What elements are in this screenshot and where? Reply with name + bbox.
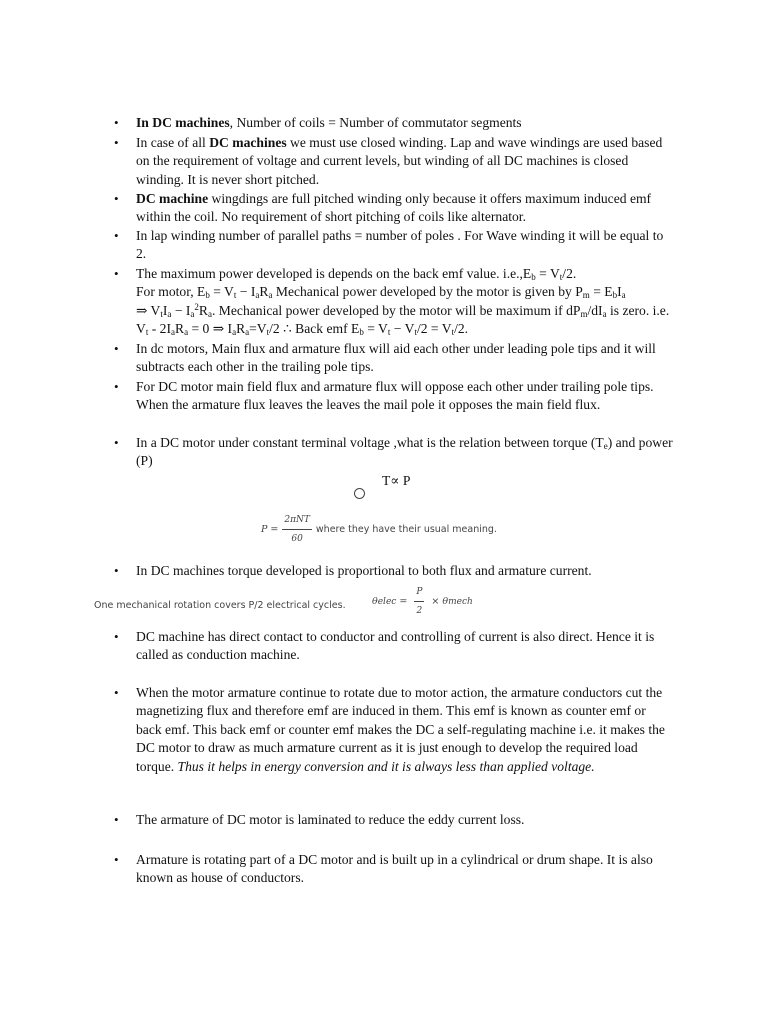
bullet	[114, 434, 128, 452]
fraction: $\frac{P}{2}$	[414, 583, 424, 621]
fraction: $\frac{\text{2πNT}}{60}$	[282, 511, 312, 549]
list-item-back-emf: • When the motor armature continue to rotate due to motor action, the armature conductors cut the magnetizing flux and therefore emf are induced in them. This emf is known as counter emf or back emf. This back emf or counter emf makes the DC a self-regulating machine i.e. it makes the DC motor to draw as much armature current as it is just enough to develop the required load torque. Thus it helps in energy conversion and it is always less than applied voltage.	[114, 684, 674, 776]
bullet	[114, 628, 128, 646]
bullet	[114, 562, 128, 580]
list-item: • The armature of DC motor is laminated to reduce the eddy current loss.	[114, 811, 674, 829]
list-item: • In a DC motor under constant terminal voltage ,what is the relation between torque $(T_e)$ and power (P)	[114, 434, 674, 471]
bullet	[114, 134, 128, 152]
bullet	[114, 851, 128, 869]
list-item: • In DC machines torque developed is proportional to both flux and armature current.	[114, 562, 674, 580]
bullet	[114, 227, 128, 245]
theta-equation: θ elec = $\frac{P}{2}$ × θ mech	[372, 583, 473, 621]
power-formula: P = $\frac{\text{2πNT}}{60}$ where they have their usual meaning.	[261, 511, 497, 549]
bold-term: In DC machines	[136, 115, 230, 130]
list-item: • In lap winding number of parallel paths = number of poles . For Wave winding it will be equal to 2.	[114, 227, 674, 264]
electrical-cycles-caption: One mechanical rotation covers P/2 electrical cycles.	[94, 600, 346, 611]
torque-relation: T∝ P	[382, 473, 411, 488]
list-item: • In DC machines, Number of coils = Number of commutator segments	[114, 114, 674, 132]
bullet	[114, 340, 128, 358]
bullet	[114, 265, 128, 283]
list-item: • In case of all DC machines we must use closed winding. Lap and wave windings are used based on the requirement of voltage and current levels, but winding of all DC machines is closed winding. It is never short pitched.	[114, 134, 674, 189]
list-item-max-power: • The maximum power developed is depends on the back emf value. $i.e.,E_b = V_t/2$. For motor, $E_b = V_t - I_aR_a$ Mechanical power developed by the motor is given by $P_m = E_bI_a$ ⇒ $V_tI_a - I_a^2R_a$. Mechanical power developed by the motor will be maximum if $dP_m/dI_a$ is zero. i.e. $V_t - 2I_aR_a = 0$ ⇒ $I_aR_a=V_t/2$ ∴ Back emf $E_b = V_t - V_t/2 = V_t/2$.	[114, 265, 674, 339]
bullet	[114, 378, 128, 396]
list-item: • For DC motor main field flux and armature flux will oppose each other under trailing pole tips. When the armature flux leaves the leaves the mail pole it opposes the main field flux.	[114, 378, 674, 415]
bullet	[114, 190, 128, 208]
list-item: • DC machine has direct contact to conductor and controlling of current is also direct. Hence it is called as conduction machine.	[114, 628, 674, 665]
bold-term: DC machines	[209, 135, 287, 150]
bold-term: DC machine	[136, 191, 209, 206]
list-item: • Armature is rotating part of a DC motor and is built up in a cylindrical or drum shape. It is also known as house of conductors.	[114, 851, 674, 888]
list-item: • In dc motors, Main flux and armature flux will aid each other under leading pole tips and it will subtracts each other in the trailing pole tips.	[114, 340, 674, 377]
radio-circle-icon	[354, 488, 365, 499]
list-item: • DC machine wingdings are full pitched winding only because it offers maximum induced emf within the coil. No requirement of short pitching of coils like alternator.	[114, 190, 674, 227]
bullet	[114, 114, 128, 132]
bullet	[114, 811, 128, 829]
bullet	[114, 684, 128, 702]
